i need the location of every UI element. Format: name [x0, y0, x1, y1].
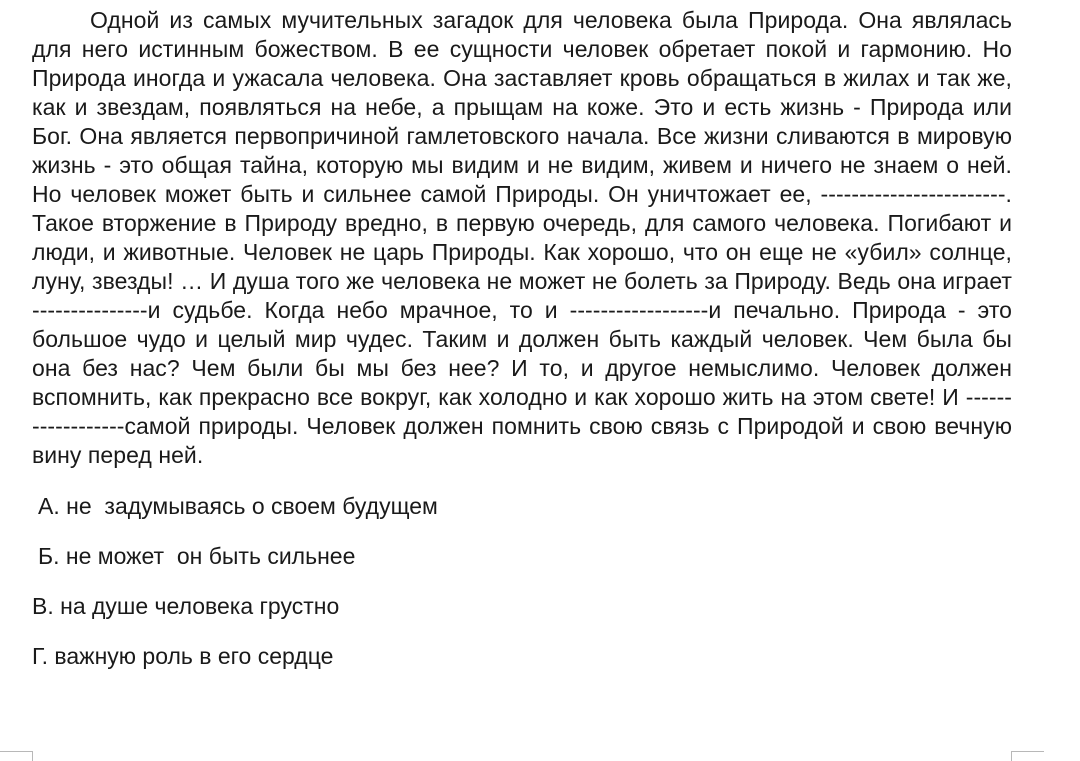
passage-text: Одной из самых мучительных загадок для человека была Природа. Она являлась для него истинным божеством. В ее сущности человек обретает покой и гармонию. Но Природа иногда и ужасала человека. Она заставляет кровь обращаться в жилах и так же, как и звездам, появляться на небе, а прыщам на коже. Это и есть жизнь - Природа или Бог. Она является первопричиной гамлетовского начала. Все жизни сливаются в мировую жизнь - это общая тайна, которую мы видим и не видим, живем и ничего не знаем о ней. Но человек может быть и сильнее самой Природы. Он уничтожает ее, ------------------------. Такое вторжение в Природу вредно, в первую очередь, для самого человека. Погибают и люди, и животные. Человек не царь Природы. Как хорошо, что он еще не «убил» солнце, луну, звезды! … И душа того же человека не может не болеть за Природу. Ведь она играет ---------------и судьбе. Когда небо мрачное, то и ------------------и печально. Природа - это большое чудо и целый мир чудес. Таким и должен быть каждый человек. Чем была бы она без нас? Чем были бы мы без нее? И то, и другое немыслимо. Человек должен вспомнить, как прекрасно все вокруг, как холодно и как хорошо жить на этом свете! И ------------------самой природы. Человек должен помнить свою связь с Природой и свою вечную вину перед ней.	[32, 7, 1012, 468]
option-g: Г. важную роль в его сердце	[32, 643, 334, 669]
answer-options	[32, 492, 1012, 671]
document-page	[32, 6, 1012, 692]
option-v: В. на душе человека грустно	[32, 593, 340, 619]
option-b: Б. не может он быть сильнее	[38, 543, 356, 569]
option-a: А. не задумываясь о своем будущем	[38, 493, 438, 519]
